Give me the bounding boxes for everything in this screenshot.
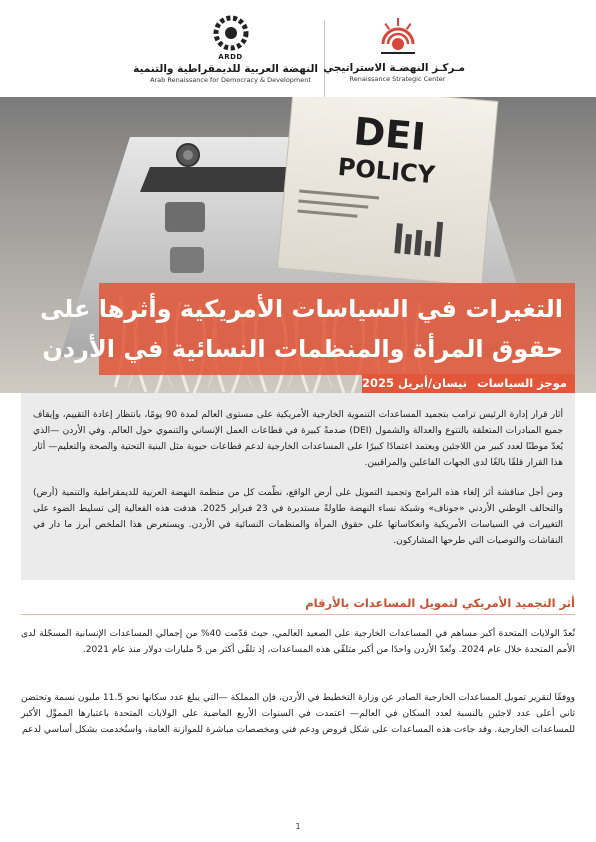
ardd-name-english: Arab Renaissance for Democracy & Development: [150, 76, 311, 84]
intro-paragraph-1: أثار قرار إدارة الرئيس ترامب بتجميد المساعدات التنموية الخارجية الأمريكية على مستوى العالم لمدة 90 يومًا، بانتظار إعادة التقييم، وإيقاف جميع المبادرات المتعلقة بالتنوع والعدالة والشمول (DEI) صدمةً كبيرة في قطاعات العمل الإنساني والتنموي حول العالم. وفي الأردن —الذي يُعدّ موطنًا لعدد كبير من اللاجئين ويعتمد اعتمادًا كبيرًا على المساعدات الخارجية لدعم قطاعات حيوية مثل البنية التحتية والصحة والتعليم— أثار هذا القرار قلقًا بالغًا لدى الجهات الفاعلين والمراقبين.: [33, 410, 563, 468]
title-box: [39, 283, 575, 375]
intro-paragraph-2: ومن أجل مناقشة أثر إلغاء هذه البرامج وتجميد التمويل على أرض الواقع، نظّمت كل من منظمة النهضة العربية للديمقراطية والتنمية (أرض) والتحالف الوطني الأردني «جوناف» وشبكة نساء النهضة طاولةً مستديرة في 23 فبراير 2025. هدفت هذه الفعالية إلى تسليط الضوء على التغييرات في السياسات الأمريكية وانعكاساتها على حقوق المرأة والمنظمات النسائية في الأردن. ويستعرض هذا الملخص أبرز ما دار في النقاشات والتوصيات التي طرحها المشاركون.: [33, 488, 563, 546]
ardd-abbreviation: ARDD: [218, 53, 243, 61]
rsc-name-arabic: مـركـز النهضـة الاستراتيجي: [323, 62, 465, 74]
logo-divider: [324, 20, 325, 100]
sign-line-1: DEI: [352, 109, 428, 160]
page-number: 1: [295, 822, 301, 831]
title-line-2: حقوق المرأة والمنظمات النسائية في الأردن: [42, 335, 563, 363]
rsc-emblem-icon: [375, 14, 421, 60]
header-logos: [0, 14, 596, 100]
intro-summary-box: [21, 393, 575, 580]
policy-brief-bar: [362, 374, 575, 393]
section-paragraph-1: تُعدّ الولايات المتحدة أكبر مساهم في المساعدات الخارجية على الصعيد العالمي، حيث قدّمت 40% من إجمالي المساعدات الإنسانية المسجّلة لدى الأمم المتحدة خلال عام 2024. وتُعدّ الأردن واحدًا من أكبر متلقّي هذه المساعدات، إذ تلقّى أكثر من 5 مليارات دولار منذ عام 2021.: [21, 629, 575, 655]
section-heading: أثر التجميد الأمريكي لتمويل المساعدات بالأرقام: [305, 596, 575, 610]
policy-brief-date: نيسان/أبريل 2025: [361, 376, 468, 390]
section-paragraph-2-block: [21, 690, 575, 738]
shredder-button-icon: [165, 202, 205, 232]
policy-brief-label: موجز السياسات: [477, 376, 567, 390]
dei-policy-document: [278, 97, 498, 286]
ardd-logo: [133, 14, 318, 100]
rsc-name-english: Renaissance Strategic Center: [349, 75, 446, 83]
ardd-emblem-icon: [211, 14, 251, 52]
section-paragraph-1-block: [21, 626, 575, 658]
section-paragraph-2: ووفقًا لتقرير تمويل المساعدات الخارجية الصادر عن وزارة التخطيط في الأردن، فإن المملكة —التي يبلغ عدد سكانها نحو 11.5 مليون نسمة وتحتضن ثاني أعلى عدد لاجئين بالنسبة لعدد السكان في العالم— اعتمدت في السنوات الأربع الماضية على الولايات المتحدة باعتبارها المموِّل الأكبر للمساعدات الخارجية. وقد جاءت هذه المساعدات على شكل قروض ودعم فني ومخصصات مباشرة للموازنة العامة، واستُخدمت بشكل أساسي لدعم: [21, 693, 575, 735]
rsc-logo: [323, 14, 465, 100]
title-line-1: التغيرات في السياسات الأمريكية وأثرها على: [39, 295, 563, 323]
ardd-name-arabic: النهضة العربية للديمقراطية والتنمية: [133, 63, 318, 75]
section-divider: [21, 614, 575, 615]
sign-line-2: POLICY: [336, 152, 437, 190]
